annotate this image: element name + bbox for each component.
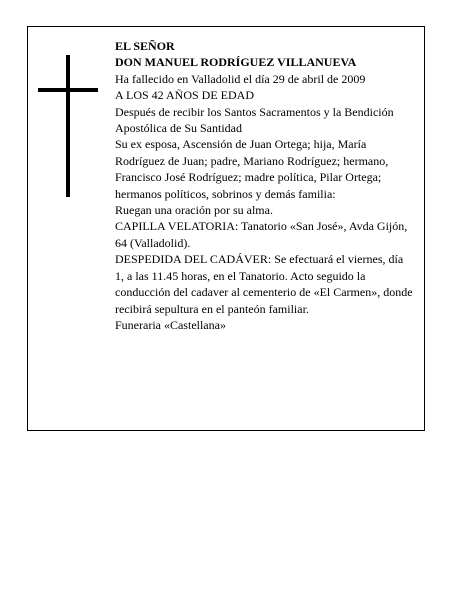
funeral-home: Funeraria «Castellana»	[115, 317, 226, 332]
farewell-info: DESPEDIDA DEL CADÁVER: Se efectuará el viernes, día 1, a las 11.45 horas, en el Tanatorio. Acto seguido la conducción del cadaver al cementerio de «El Carmen», donde recibirá sepultura en el panteón familiar.	[115, 252, 413, 316]
family-list: Su ex esposa, Ascensión de Juan Ortega; hija, María Rodríguez de Juan; padre, Mariano Rodríguez; hermano, Francisco José Rodríguez; madre política, Pilar Ortega; hermanos políticos, sobrinos y demás familia:	[115, 137, 389, 201]
cross-vertical-bar	[66, 55, 70, 197]
notice-text-block	[115, 38, 415, 333]
age-statement: A LOS 42 AÑOS DE EDAD	[115, 88, 255, 103]
deceased-name: DON MANUEL RODRÍGUEZ VILLANUEVA	[115, 55, 357, 70]
prayer-request: Ruegan una oración por su alma.	[115, 203, 273, 218]
cross-horizontal-bar	[38, 88, 98, 92]
cross-icon	[38, 55, 98, 197]
notice-title-line1: EL SEÑOR	[115, 39, 175, 53]
chapel-info: CAPILLA VELATORIA: Tanatorio «San José», Avda Gijón, 64 (Valladolid).	[115, 219, 408, 250]
death-statement: Ha fallecido en Valladolid el día 29 de abril de 2009	[115, 71, 366, 86]
sacraments-statement: Después de recibir los Santos Sacramentos y la Bendición Apostólica de Su Santidad	[115, 104, 394, 136]
